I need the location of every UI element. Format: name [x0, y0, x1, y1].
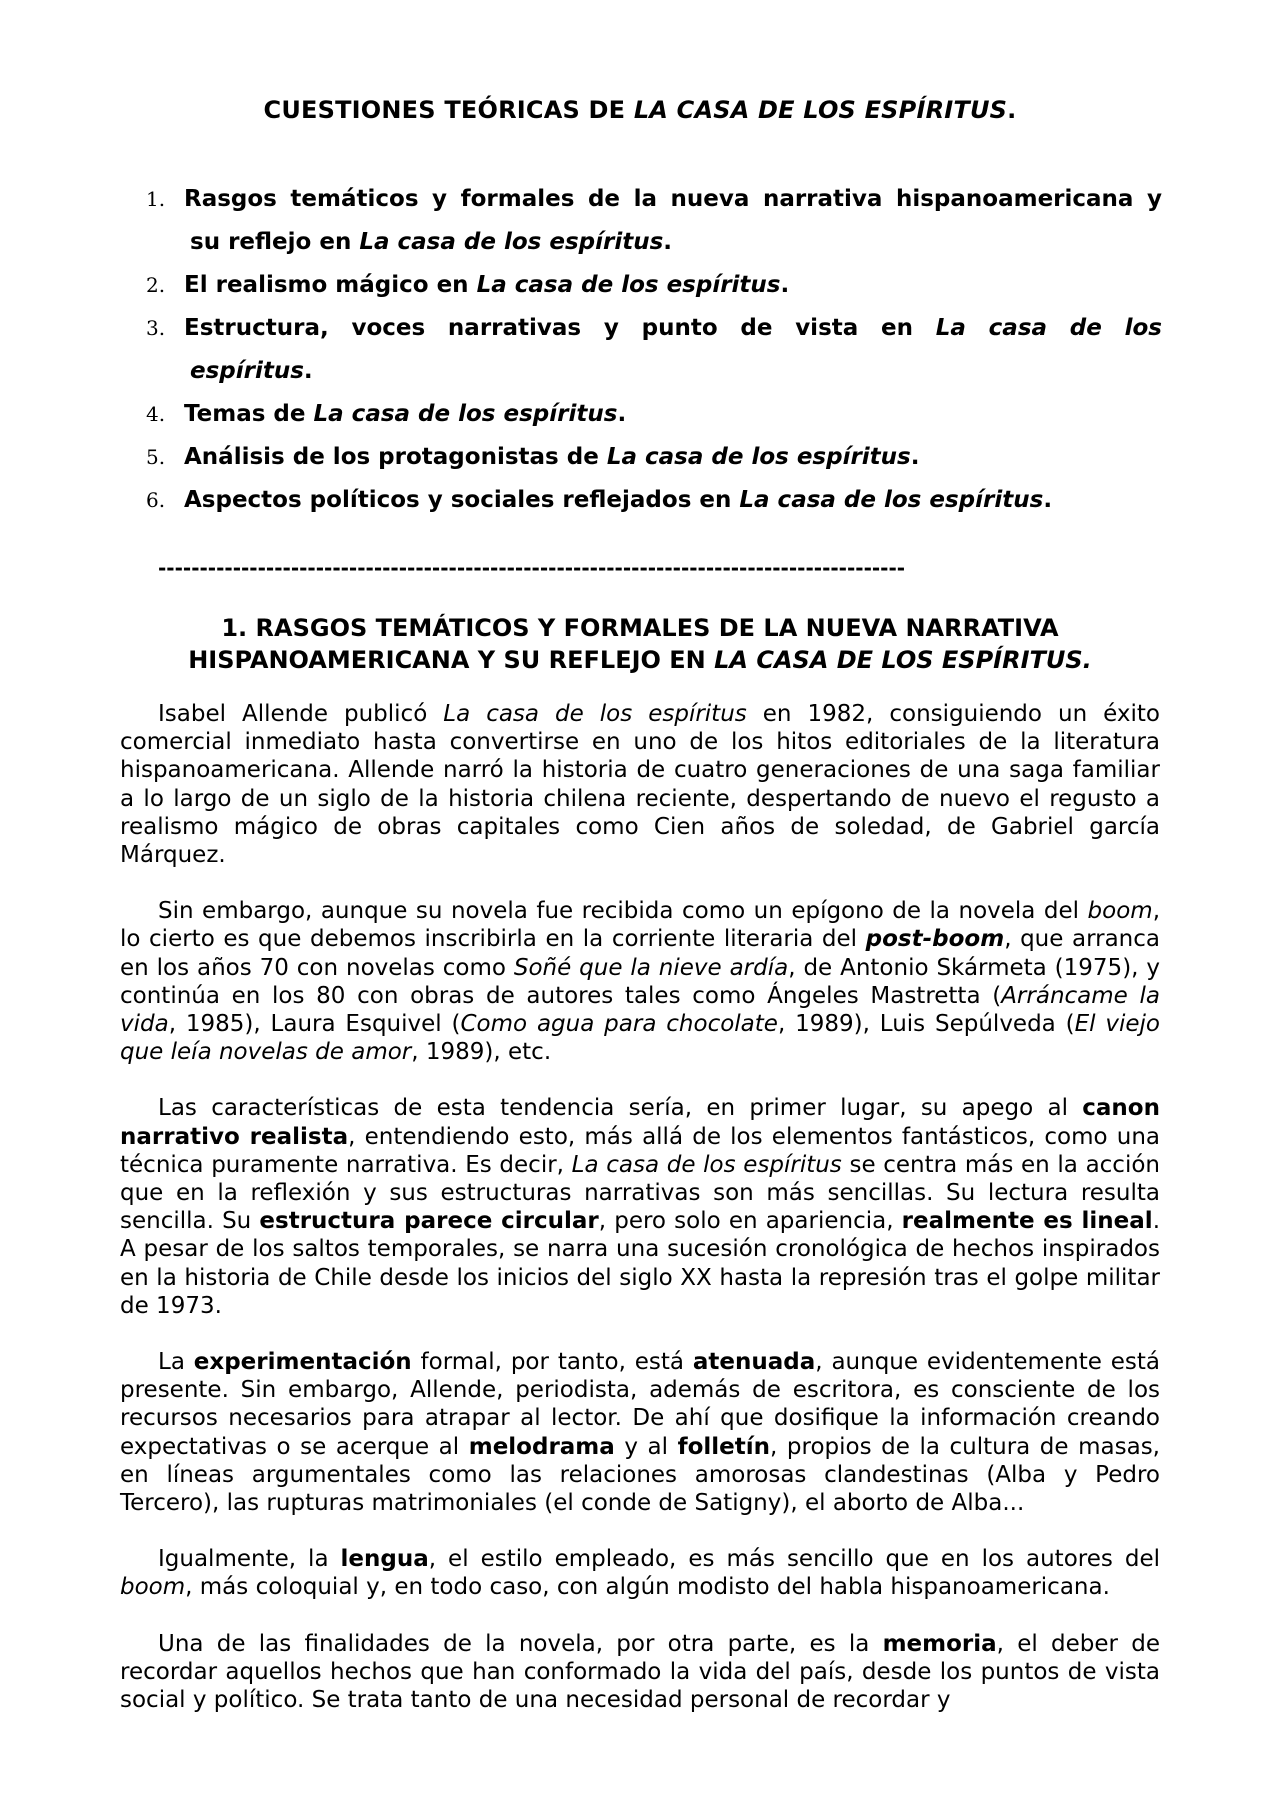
section-heading: 1. RASGOS TEMÁTICOS Y FORMALES DE LA NUEVA NARRATIVA HISPANOAMERICANA Y SU REFLEJO EN LA CASA DE LOS ESPÍRITUS.	[188, 614, 1092, 674]
paragraph: La experimentación formal, por tanto, está atenuada, aunque evidentemente está presente. Sin embargo, Allende, periodista, además de escritora, es consciente de los recursos necesarios para atrapar al lector. De ahí que dosifique la información creando expectativas o se acerque al melodrama y al folletín, propios de la cultura de masas, en líneas argumentales como las relaciones amorosas clandestinas (Alba y Pedro Tercero), las rupturas matrimoniales (el conde de Satigny), el aborto de Alba...	[120, 1349, 1160, 1517]
paragraph: Sin embargo, aunque su novela fue recibida como un epígono de la novela del boom, lo cierto es que debemos inscribirla en la corriente literaria del post-boom, que arranca en los años 70 con novelas como Soñé que la nieve ardía, de Antonio Skármeta (1975), y continúa en los 80 con obras de autores tales como Ángeles Mastretta (Arráncame la vida, 1985), Laura Esquivel (Como agua para chocolate, 1989), Luis Sepúlveda (El viejo que leía novelas de amor, 1989), etc.	[120, 898, 1160, 1066]
list-item: 6. Aspectos políticos y sociales reflejados en La casa de los espíritus.	[146, 487, 1053, 513]
question-list	[138, 178, 1162, 522]
paragraph: Igualmente, la lengua, el estilo empleado, es más sencillo que en los autores del boom, más coloquial y, en todo caso, con algún modisto del habla hispanoamericana.	[120, 1546, 1160, 1601]
body-text	[120, 700, 1160, 1742]
list-item: 4. Temas de La casa de los espíritus.	[146, 401, 627, 427]
paragraph: Las características de esta tendencia sería, en primer lugar, su apego al canon narrativo realista, entendiendo esto, más allá de los elementos fantásticos, como una técnica puramente narrativa. Es decir, La casa de los espíritus se centra más en la acción que en la reflexión y sus estructuras narrativas son más sencillas. Su lectura resulta sencilla. Su estructura parece circular, pero solo en apariencia, realmente es lineal. A pesar de los saltos temporales, se narra una sucesión cronológica de hechos inspirados en la historia de Chile desde los inicios del siglo XX hasta la represión tras el golpe militar de 1973.	[120, 1095, 1161, 1319]
list-item: 3. Estructura, voces narrativas y punto de vista en La casa de los espíritus.	[146, 315, 1162, 384]
paragraph: Isabel Allende publicó La casa de los espíritus en 1982, consiguiendo un éxito comercial inmediato hasta convertirse en uno de los hitos editoriales de la literatura hispanoamericana. Allende narró la historia de cuatro generaciones de una saga familiar a lo largo de un siglo de la historia chilena reciente, despertando de nuevo el regusto a realismo mágico de obras capitales como Cien años de soledad, de Gabriel garcía Márquez.	[120, 701, 1160, 869]
list-item: 5. Análisis de los protagonistas de La casa de los espíritus.	[146, 444, 920, 470]
paragraph: Una de las finalidades de la novela, por otra parte, es la memoria, el deber de recordar aquellos hechos que han conformado la vida del país, desde los puntos de vista social y político. Se trata tanto de una necesidad personal de recordar y	[120, 1630, 1160, 1714]
list-item: 2. El realismo mágico en La casa de los espíritus.	[146, 272, 790, 298]
document-title: CUESTIONES TEÓRICAS DE LA CASA DE LOS ESPÍRITUS.	[263, 96, 1017, 124]
list-item: 1. Rasgos temáticos y formales de la nueva narrativa hispanoamericana y su reflejo en La casa de los espíritus.	[146, 186, 1162, 255]
separator-line: ------------------------------------------------------------------------------------------	[158, 556, 906, 580]
